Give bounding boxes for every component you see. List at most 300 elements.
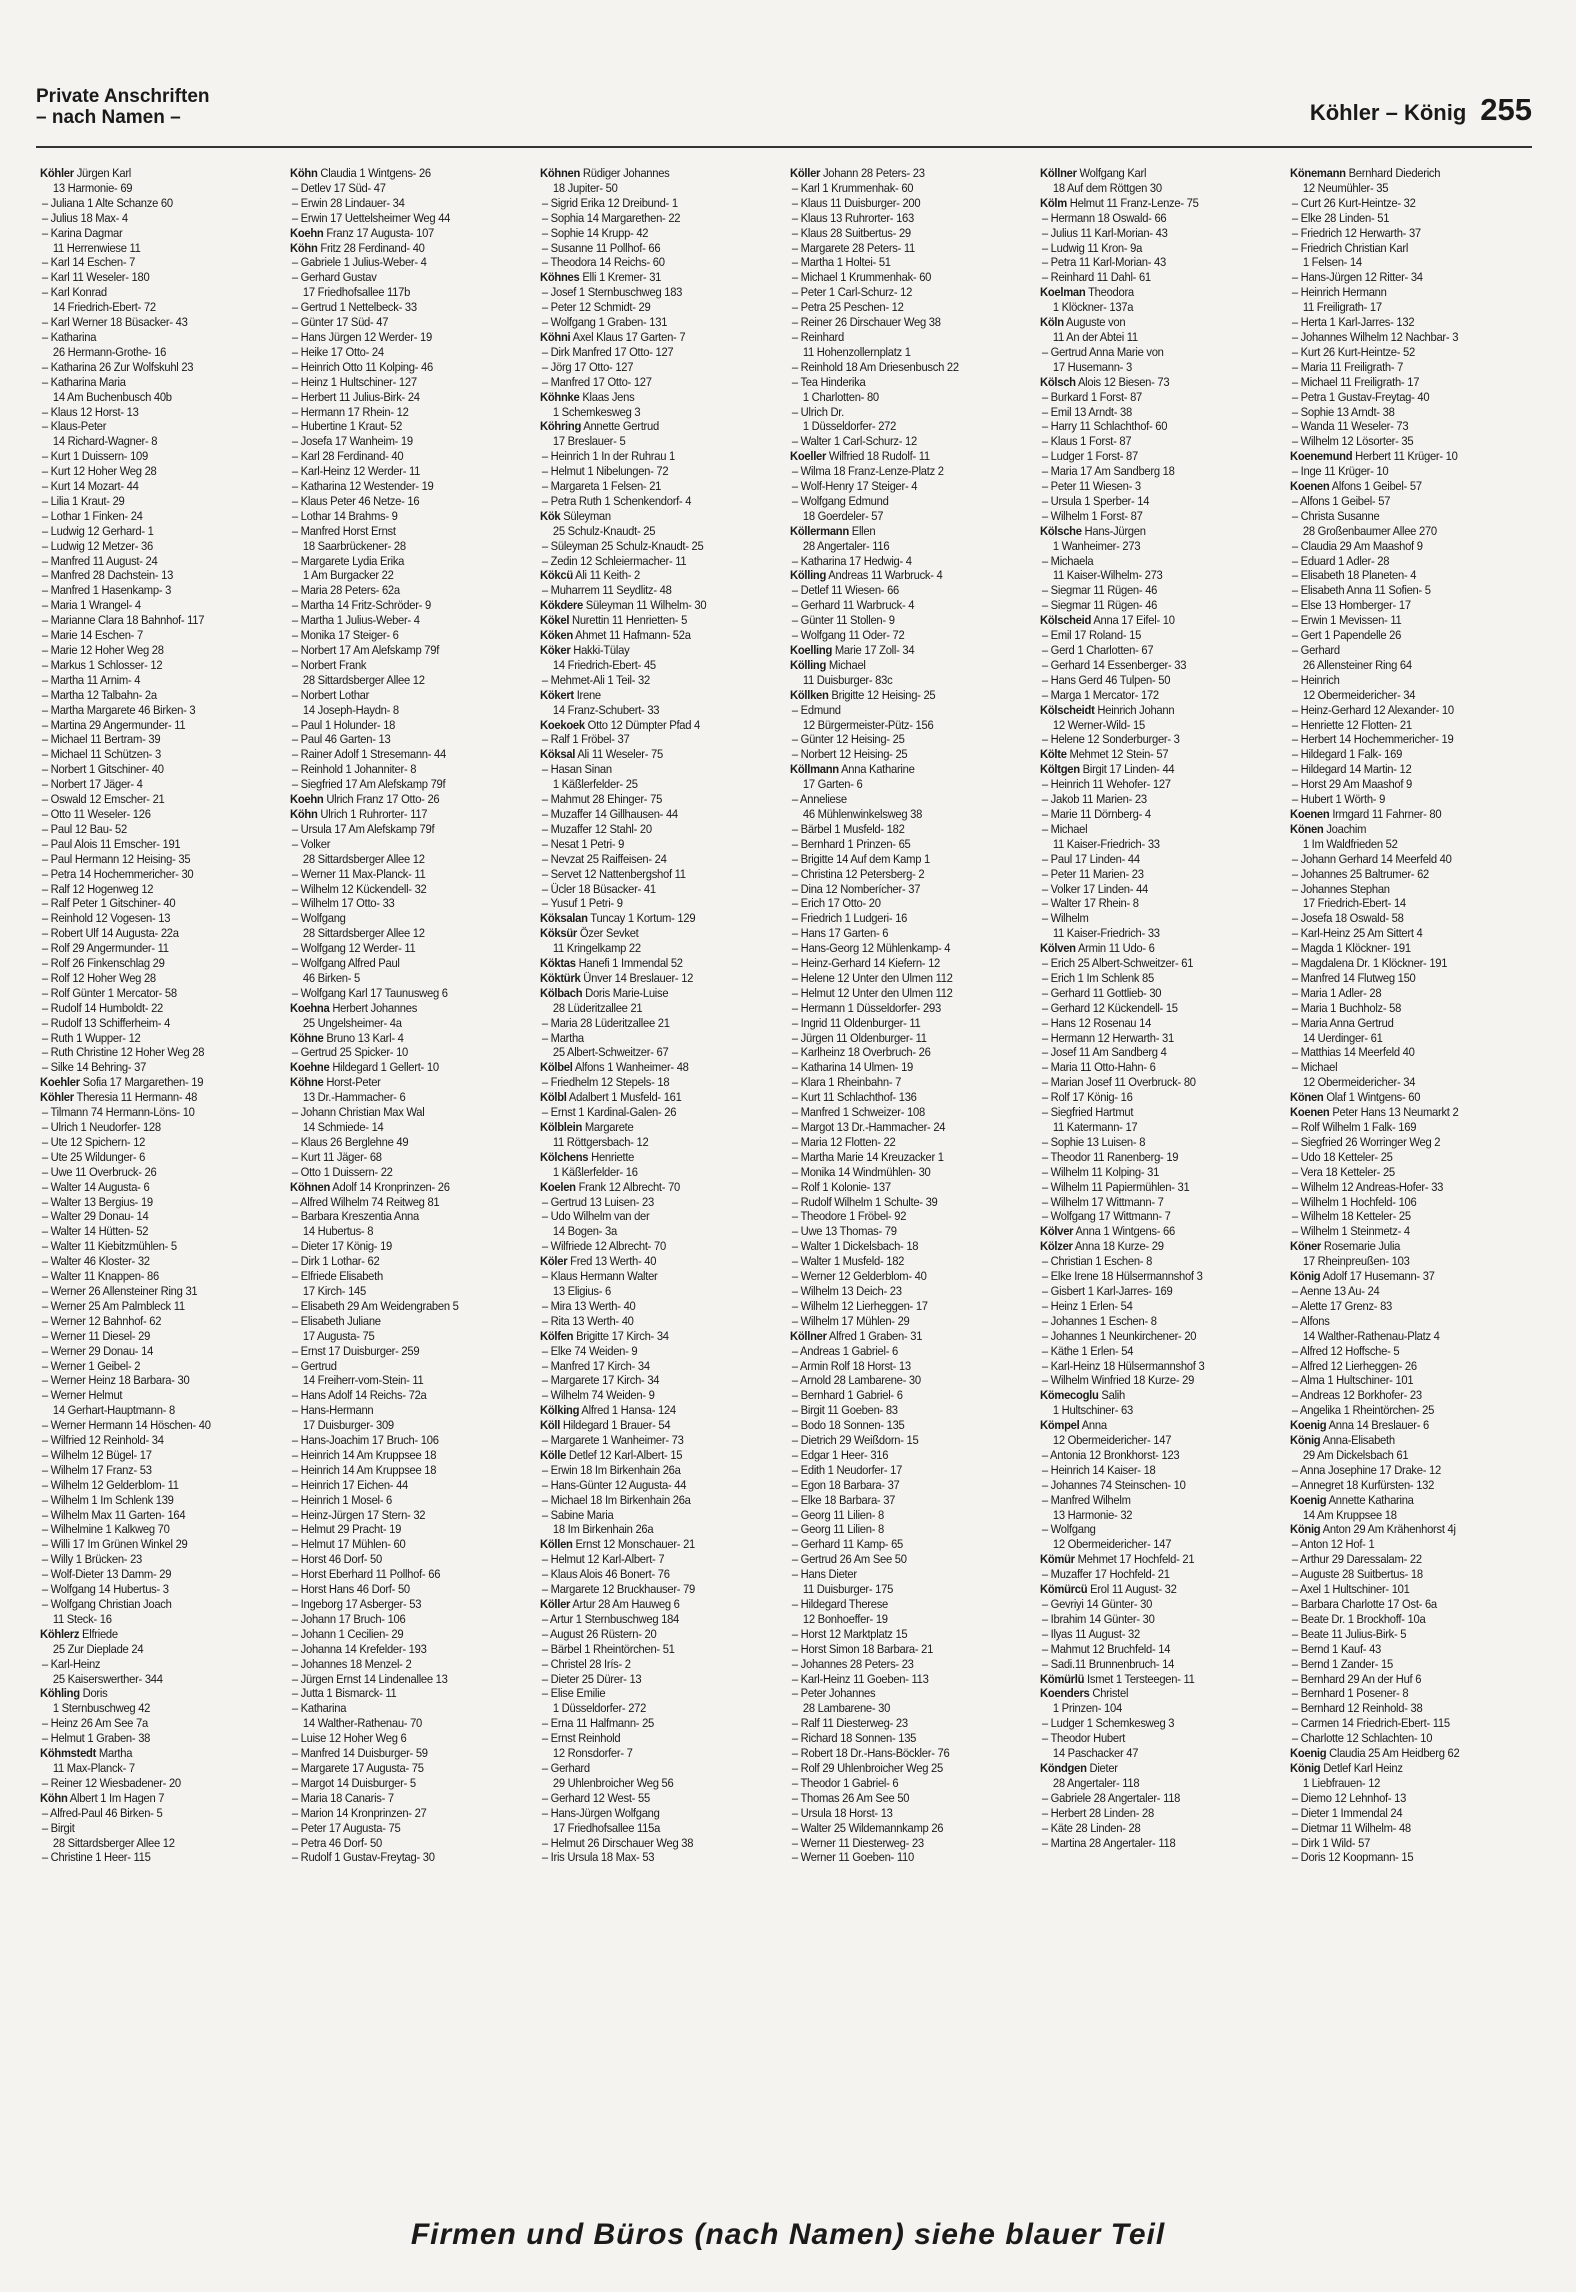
directory-entry: – Helene 12 Sonderburger- 3 xyxy=(1040,732,1270,747)
directory-entry: – Ibrahim 14 Günter- 30 xyxy=(1040,1612,1270,1627)
directory-entry: – Johann Christian Max Wal xyxy=(290,1105,520,1120)
entry-details: Bernhard Diederich xyxy=(1348,166,1441,180)
directory-entry: – Wolfgang xyxy=(1040,1522,1270,1537)
entry-details: Anna 17 Eifel- 10 xyxy=(1093,613,1175,628)
address-continuation: 12 Werner-Wild- 15 xyxy=(1052,717,1145,732)
surname-entry xyxy=(1040,1761,1270,1776)
directory-entry: – Käthe 1 Erlen- 54 xyxy=(1040,1344,1270,1359)
directory-entry: – Johann 17 Bruch- 106 xyxy=(290,1612,520,1627)
directory-entry: – Paul 17 Linden- 44 xyxy=(1040,852,1270,867)
directory-entry: – Peter 11 Marien- 23 xyxy=(1040,867,1270,882)
directory-entry: – Julius 18 Max- 4 xyxy=(40,211,270,226)
directory-entry: – Herbert 14 Hochemmericher- 19 xyxy=(1290,732,1520,747)
directory-entry: – Edgar 1 Heer- 316 xyxy=(790,1448,1020,1463)
surname: Kömecoglu xyxy=(1040,1388,1099,1403)
directory-entry: – Friedrich 1 Ludgeri- 16 xyxy=(790,911,1020,926)
directory-entry: – Wilhelm 17 Mühlen- 29 xyxy=(790,1314,1020,1329)
directory-entry: – Marga 1 Mercator- 172 xyxy=(1040,688,1270,703)
directory-entry: – Martha Margarete 46 Birken- 3 xyxy=(40,703,270,718)
directory-entry: – Ursula 18 Horst- 13 xyxy=(790,1806,1020,1821)
surname: Kölfen xyxy=(540,1328,574,1343)
directory-entry: – Emil 13 Arndt- 38 xyxy=(1040,405,1270,420)
address-continuation: 17 Duisburger- 309 xyxy=(302,1418,394,1433)
directory-entry: – Michael xyxy=(1040,822,1270,837)
directory-entry: – Gisbert 1 Karl-Jarres- 169 xyxy=(1040,1284,1270,1299)
directory-entry: – Gerd 1 Charlotten- 67 xyxy=(1040,643,1270,658)
directory-entry: – Marianne Clara 18 Bahnhof- 117 xyxy=(40,613,270,628)
directory-entry: – Norbert 17 Jäger- 4 xyxy=(40,777,270,792)
directory-entry: – Gertrud 1 Nettelbeck- 33 xyxy=(290,300,520,315)
directory-entry: – Margarete Lydia Erika xyxy=(290,554,520,569)
entry-details: Fritz 28 Ferdinand- 40 xyxy=(320,240,425,255)
directory-entry: – Rita 13 Werth- 40 xyxy=(540,1314,770,1329)
surname-entry xyxy=(790,1329,1020,1344)
directory-entry: – Wilhelm xyxy=(1040,911,1270,926)
directory-entry: – Johann Gerhard 14 Meerfeld 40 xyxy=(1290,852,1520,867)
directory-entry: – Maria 1 Adler- 28 xyxy=(1290,986,1520,1001)
directory-entry: – Wolfgang 17 Wittmann- 7 xyxy=(1040,1209,1270,1224)
address-continuation: 28 Sittardsberger Allee 12 xyxy=(52,1835,175,1850)
surname: Koenig xyxy=(1290,1492,1327,1507)
directory-entry: – Ingeborg 17 Asberger- 53 xyxy=(290,1597,520,1612)
directory-entry: – Heinrich 17 Eichen- 44 xyxy=(290,1478,520,1493)
directory-entry: – Margot 14 Duisburger- 5 xyxy=(290,1776,520,1791)
directory-entry: – Friedrich 12 Herwarth- 37 xyxy=(1290,226,1520,241)
surname-entry xyxy=(1290,1746,1520,1761)
address-continuation: 11 Hohenzollernplatz 1 xyxy=(802,344,911,359)
surname: Kökdere xyxy=(540,598,583,613)
surname: Kölbel xyxy=(540,1060,573,1075)
directory-entry: – Gabriele 28 Angertaler- 118 xyxy=(1040,1791,1270,1806)
surname: Köhn xyxy=(290,806,318,821)
directory-entry: – Johannes 25 Baltrumer- 62 xyxy=(1290,867,1520,882)
directory-entry: – Werner 29 Donau- 14 xyxy=(40,1344,270,1359)
surname: Köhne xyxy=(290,1030,324,1045)
surname: Könen xyxy=(1290,1090,1324,1105)
directory-entry: – Alfred 12 Lierheggen- 26 xyxy=(1290,1359,1520,1374)
directory-entry: – Gerhard 11 Warbruck- 4 xyxy=(790,598,1020,613)
address-continuation: 1 Schemkesweg 3 xyxy=(552,404,641,419)
surname-entry xyxy=(790,762,1020,777)
surname: Kölsch xyxy=(1040,374,1076,389)
directory-entry: – Wolfgang Alfred Paul xyxy=(290,956,520,971)
directory-entry: – Ernst 17 Duisburger- 259 xyxy=(290,1344,520,1359)
directory-entry: – Wilhelm Max 11 Garten- 164 xyxy=(40,1508,270,1523)
directory-entry: – Servet 12 Nattenbergshof 11 xyxy=(540,867,770,882)
surname: Köhring xyxy=(540,419,582,434)
surname-entry xyxy=(540,419,770,434)
entry-details: Doris Marie-Luise xyxy=(585,985,669,1000)
directory-entry: – Gerhard 11 Gottlieb- 30 xyxy=(1040,986,1270,1001)
directory-entry: – Petra Ruth 1 Schenkendorf- 4 xyxy=(540,494,770,509)
directory-entry: – Walter 1 Carl-Schurz- 12 xyxy=(790,434,1020,449)
directory-entry: – Manfred 28 Dachstein- 13 xyxy=(40,568,270,583)
directory-entry: – Wilhelm 1 Forst- 87 xyxy=(1040,509,1270,524)
entry-details: Annette Gertrud xyxy=(583,419,659,434)
directory-entry: – Elisabeth Anna 11 Sofien- 5 xyxy=(1290,583,1520,598)
surname-entry xyxy=(290,1060,520,1075)
address-continuation: 13 Dr.-Hammacher- 6 xyxy=(302,1090,406,1105)
directory-entry: – Diemo 12 Lehnhof- 13 xyxy=(1290,1791,1520,1806)
directory-entry: – Karl-Heinz 11 Goeben- 113 xyxy=(790,1672,1020,1687)
address-continuation: 28 Sittardsberger Allee 12 xyxy=(302,672,425,687)
directory-entry: – Kurt 1 Duissern- 109 xyxy=(40,449,270,464)
surname: Kölscheid xyxy=(1040,613,1092,628)
directory-entry: – Elke Irene 18 Hülsermannshof 3 xyxy=(1040,1269,1270,1284)
address-continuation: 11 Duisburger- 83c xyxy=(802,672,893,687)
address-continuation: 28 Lambarene- 30 xyxy=(802,1701,891,1716)
directory-entry: – Helmut 12 Unter den Ulmen 112 xyxy=(790,986,1020,1001)
directory-entry: – Mahmut 28 Ehinger- 75 xyxy=(540,792,770,807)
directory-entry: – Charlotte 12 Schlachten- 10 xyxy=(1290,1731,1520,1746)
entry-details: Hildegard 1 Brauer- 54 xyxy=(562,1418,671,1433)
directory-entry: – Manfred 14 Flutweg 150 xyxy=(1290,971,1520,986)
surname-entry xyxy=(790,449,1020,464)
surname: Köker xyxy=(540,643,571,657)
directory-entry: – Udo 18 Ketteler- 25 xyxy=(1290,1150,1520,1165)
directory-column xyxy=(1040,166,1270,2206)
address-continuation: 12 Ronsdorfer- 7 xyxy=(552,1746,633,1761)
surname: Köllken xyxy=(790,687,829,702)
directory-entry: – Martha 14 Fritz-Schröder- 9 xyxy=(290,598,520,613)
directory-entry: – Michael 1 Krummenhak- 60 xyxy=(790,270,1020,285)
address-continuation: 12 Obermeidericher- 147 xyxy=(1052,1537,1172,1552)
directory-entry: – Lothar 14 Brahms- 9 xyxy=(290,509,520,524)
directory-entry: – Katharina 12 Westender- 19 xyxy=(290,479,520,494)
address-continuation: 46 Mühlenwinkelsweg 38 xyxy=(802,806,923,821)
directory-entry: – Erwin 17 Uettelsheimer Weg 44 xyxy=(290,211,520,226)
entry-details: Horst-Peter xyxy=(326,1075,381,1090)
surname: Köhn xyxy=(40,1790,68,1805)
directory-entry: – Wolf-Dieter 13 Damm- 29 xyxy=(40,1567,270,1582)
directory-entry: – Christa Susanne xyxy=(1290,509,1520,524)
address-continuation: 14 Joseph-Haydn- 8 xyxy=(302,702,399,717)
address-continuation: 1 Im Waldfrieden 52 xyxy=(1302,836,1398,851)
directory-entry: – Thomas 26 Am See 50 xyxy=(790,1791,1020,1806)
entry-details: Hans-Jürgen xyxy=(1084,523,1146,538)
directory-entry: – Andreas 1 Gabriel- 6 xyxy=(790,1344,1020,1359)
directory-entry: – Marie 14 Eschen- 7 xyxy=(40,628,270,643)
directory-entry: – Magdalena Dr. 1 Klöckner- 191 xyxy=(1290,956,1520,971)
directory-entry: – Manfred Horst Ernst xyxy=(290,524,520,539)
entry-details: Armin 11 Udo- 6 xyxy=(1077,941,1155,956)
directory-entry: – Hans-Jürgen 12 Ritter- 34 xyxy=(1290,270,1520,285)
directory-entry: – Arthur 29 Daressalam- 22 xyxy=(1290,1552,1520,1567)
directory-entry: – Norbert Lothar xyxy=(290,688,520,703)
directory-entry: – Hans-Georg 12 Mühlenkamp- 4 xyxy=(790,941,1020,956)
address-continuation: 17 Friedhofsallee 117b xyxy=(302,285,411,300)
header-rule xyxy=(36,146,1532,148)
entry-details: Irmgard 11 Fahrner- 80 xyxy=(1332,806,1442,821)
surname: Kökert xyxy=(540,687,574,702)
directory-entry: – Friedhelm 12 Stepels- 18 xyxy=(540,1075,770,1090)
directory-entry: – Gertrud 26 Am See 50 xyxy=(790,1552,1020,1567)
directory-entry: – Mehmet-Ali 1 Teil- 32 xyxy=(540,673,770,688)
surname: König xyxy=(1290,1433,1321,1448)
directory-entry: – Peter Johannes xyxy=(790,1686,1020,1701)
directory-entry: – Michaela xyxy=(1040,554,1270,569)
directory-entry: – Reiner 12 Wiesbadener- 20 xyxy=(40,1776,270,1791)
directory-entry: – Lothar 1 Finken- 24 xyxy=(40,509,270,524)
directory-entry: – Alfons xyxy=(1290,1314,1520,1329)
address-continuation: 18 Goerdeler- 57 xyxy=(802,508,884,523)
directory-entry: – Josef 11 Am Sandberg 4 xyxy=(1040,1045,1270,1060)
directory-entry: – Michael 11 Freiligrath- 17 xyxy=(1290,375,1520,390)
directory-entry: – Heinz 1 Erlen- 54 xyxy=(1040,1299,1270,1314)
entry-details: Birgit 17 Linden- 44 xyxy=(1082,762,1175,777)
entry-details: Henriette xyxy=(591,1149,635,1164)
directory-entry: – Ralf 11 Diesterweg- 23 xyxy=(790,1716,1020,1731)
directory-entry: – Katharina Maria xyxy=(40,375,270,390)
directory-entry: – Sophie 14 Krupp- 42 xyxy=(540,226,770,241)
directory-entry: – Gerhard xyxy=(1290,643,1520,658)
directory-entry: – Siegmar 11 Rügen- 46 xyxy=(1040,583,1270,598)
directory-entry: – Elisabeth 18 Planeten- 4 xyxy=(1290,568,1520,583)
surname: König xyxy=(1290,1760,1321,1775)
directory-entry: – Maria 18 Canaris- 7 xyxy=(290,1791,520,1806)
entry-details: Wolfgang Karl xyxy=(1079,166,1147,180)
directory-entry: – Oswald 12 Emscher- 21 xyxy=(40,792,270,807)
entry-details: Heinrich Johann xyxy=(1097,702,1175,717)
entry-details: Axel Klaus 17 Garten- 7 xyxy=(572,329,686,344)
directory-entry: – Hans-Günter 12 Augusta- 44 xyxy=(540,1478,770,1493)
surname-entry xyxy=(1040,703,1270,718)
entry-details: Elfriede xyxy=(82,1626,118,1641)
address-continuation: 29 Uhlenbroicher Weg 56 xyxy=(552,1775,674,1790)
surname-entry xyxy=(540,509,770,524)
surname-entry xyxy=(1040,1418,1270,1433)
directory-entry: – Horst Hans 46 Dorf- 50 xyxy=(290,1582,520,1597)
surname: Koenig xyxy=(1290,1418,1327,1433)
directory-entry: – Wilhelmine 1 Kalkweg 70 xyxy=(40,1522,270,1537)
directory-entry: – Herbert 11 Julius-Birk- 24 xyxy=(290,390,520,405)
directory-entry: – Ücler 18 Büsacker- 41 xyxy=(540,882,770,897)
directory-entry: – Uwe 13 Thomas- 79 xyxy=(790,1224,1020,1239)
address-continuation: 14 Freiherr-vom-Stein- 11 xyxy=(302,1373,424,1388)
directory-entry: – Gerhard 11 Kamp- 65 xyxy=(790,1537,1020,1552)
directory-entry: – Monika 17 Steiger- 6 xyxy=(290,628,520,643)
entry-details: Albert 1 Im Hagen 7 xyxy=(69,1790,165,1805)
entry-details: Elli 1 Kremer- 31 xyxy=(582,270,662,285)
surname: Köhn xyxy=(290,240,318,255)
surname: Köllermann xyxy=(790,523,849,538)
directory-entry: – Christian 1 Eschen- 8 xyxy=(1040,1254,1270,1269)
directory-entry: – Karl Werner 18 Büsacker- 43 xyxy=(40,315,270,330)
surname-entry xyxy=(290,1001,520,1016)
entry-details: Rosemarie Julia xyxy=(1323,1239,1401,1254)
directory-entry: – Günter 11 Stollen- 9 xyxy=(790,613,1020,628)
directory-entry: – Wilfried 12 Reinhold- 34 xyxy=(40,1433,270,1448)
directory-entry: – Michael xyxy=(1290,1060,1520,1075)
address-continuation: 1 Felsen- 14 xyxy=(1302,255,1362,270)
surname-entry xyxy=(540,971,770,986)
directory-entry: – Bernhard 12 Reinhold- 38 xyxy=(1290,1701,1520,1716)
address-continuation: 11 An der Abtei 11 xyxy=(1052,329,1138,344)
directory-entry: – Heinrich Hermann xyxy=(1290,285,1520,300)
surname-entry xyxy=(540,1254,770,1269)
directory-columns xyxy=(40,166,1536,2206)
directory-entry: – Kurt 14 Mozart- 44 xyxy=(40,479,270,494)
directory-entry: – Annegret 18 Kurfürsten- 132 xyxy=(1290,1478,1520,1493)
directory-entry: – Friedrich Christian Karl xyxy=(1290,241,1520,256)
directory-entry: – Karl 14 Eschen- 7 xyxy=(40,255,270,270)
address-continuation: 14 Am Kruppsee 18 xyxy=(1302,1507,1397,1522)
address-continuation: 1 Liebfrauen- 12 xyxy=(1302,1775,1381,1790)
directory-entry: – Margarete 17 Kirch- 34 xyxy=(540,1373,770,1388)
surname: Köhnen xyxy=(540,166,581,180)
directory-entry: – Paul 46 Garten- 13 xyxy=(290,732,520,747)
entry-details: Christel xyxy=(1092,1686,1129,1701)
entry-details: Herbert 11 Krüger- 10 xyxy=(1355,449,1458,464)
directory-entry: – Rolf Wilhelm 1 Falk- 169 xyxy=(1290,1120,1520,1135)
surname: Köner xyxy=(1290,1239,1322,1254)
surname-entry xyxy=(290,1075,520,1090)
surname: Kölling xyxy=(790,568,827,583)
entry-details: Mehmet 12 Stein- 57 xyxy=(1069,747,1169,762)
directory-entry: – Helmut 26 Dirschauer Weg 38 xyxy=(540,1836,770,1851)
directory-entry: – Muzaffer 17 Hochfeld- 21 xyxy=(1040,1567,1270,1582)
surname: Köhnke xyxy=(540,389,580,404)
surname-entry xyxy=(790,524,1020,539)
directory-entry: – Tilmann 74 Hermann-Löns- 10 xyxy=(40,1105,270,1120)
directory-entry: – August 26 Rüstern- 20 xyxy=(540,1627,770,1642)
directory-entry: – Michael 11 Bertram- 39 xyxy=(40,732,270,747)
directory-entry: – Katharina 14 Ulmen- 19 xyxy=(790,1060,1020,1075)
surname: Koenig xyxy=(1290,1746,1327,1761)
address-continuation: 11 Max-Planck- 7 xyxy=(52,1760,135,1775)
directory-entry: – Yusuf 1 Petri- 9 xyxy=(540,896,770,911)
surname-entry xyxy=(540,330,770,345)
entry-details: Bruno 13 Karl- 4 xyxy=(326,1030,404,1045)
directory-entry: – Walter 46 Kloster- 32 xyxy=(40,1254,270,1269)
directory-entry: – Bernd 1 Zander- 15 xyxy=(1290,1657,1520,1672)
directory-entry: – Theodor 11 Ranenberg- 19 xyxy=(1040,1150,1270,1165)
directory-entry: – Wolfgang 12 Werder- 11 xyxy=(290,941,520,956)
entry-details: Theodora xyxy=(1088,285,1134,300)
address-continuation: 29 Am Dickelsbach 61 xyxy=(1302,1447,1409,1462)
directory-entry: – Hans Dieter xyxy=(790,1567,1020,1582)
directory-entry: – Matthias 14 Meerfeld 40 xyxy=(1290,1045,1520,1060)
directory-entry: – Johannes Wilhelm 12 Nachbar- 3 xyxy=(1290,330,1520,345)
address-continuation: 25 Schulz-Knaudt- 25 xyxy=(552,523,656,538)
directory-entry: – Gabriele 1 Julius-Weber- 4 xyxy=(290,255,520,270)
entry-details: Marie 17 Zoll- 34 xyxy=(834,643,915,657)
directory-entry: – Ute 12 Spichern- 12 xyxy=(40,1135,270,1150)
surname: Köhmstedt xyxy=(40,1746,97,1761)
directory-entry: – Hans Gerd 46 Tulpen- 50 xyxy=(1040,673,1270,688)
directory-entry: – Wilhelm 12 Bügel- 17 xyxy=(40,1448,270,1463)
surname-entry xyxy=(290,241,520,256)
directory-entry: – Anneliese xyxy=(790,792,1020,807)
directory-entry: – Theodor 1 Gabriel- 6 xyxy=(790,1776,1020,1791)
directory-entry: – Heinrich Otto 11 Kolping- 46 xyxy=(290,360,520,375)
surname-entry xyxy=(1290,1269,1520,1284)
address-continuation: 17 Husemann- 3 xyxy=(1052,359,1132,374)
directory-entry: – Werner 11 Diesterweg- 23 xyxy=(790,1836,1020,1851)
directory-column xyxy=(40,166,270,2206)
directory-entry: – Martha 12 Talbahn- 2a xyxy=(40,688,270,703)
surname-entry xyxy=(1290,449,1520,464)
directory-entry: – Beate 11 Julius-Birk- 5 xyxy=(1290,1627,1520,1642)
surname-entry xyxy=(790,643,1020,658)
directory-entry: – Maria Anna Gertrud xyxy=(1290,1016,1520,1031)
directory-entry: – Hans-Jürgen Wolfgang xyxy=(540,1806,770,1821)
directory-entry: – Muzaffer 14 Gillhausen- 44 xyxy=(540,807,770,822)
surname-entry xyxy=(790,166,1020,181)
directory-entry: – Süleyman 25 Schulz-Knaudt- 25 xyxy=(540,539,770,554)
directory-entry: – Angelika 1 Rheintörchen- 25 xyxy=(1290,1403,1520,1418)
surname: Köksür xyxy=(540,926,577,941)
directory-entry: – Rudolf 14 Humboldt- 22 xyxy=(40,1001,270,1016)
surname: Kömürlü xyxy=(1040,1671,1085,1686)
directory-entry: – Rudolf 1 Gustav-Freytag- 30 xyxy=(290,1850,520,1865)
surname-entry xyxy=(540,1060,770,1075)
surname-entry xyxy=(1290,1761,1520,1776)
surname-entry xyxy=(540,613,770,628)
directory-entry: – Walter 17 Rhein- 8 xyxy=(1040,896,1270,911)
directory-entry: – Martha 11 Arnim- 4 xyxy=(40,673,270,688)
directory-entry: – Maria 28 Lüderitzallee 21 xyxy=(540,1016,770,1031)
directory-entry: – Ludwig 12 Metzer- 36 xyxy=(40,539,270,554)
surname-entry xyxy=(540,390,770,405)
address-continuation: 46 Birken- 5 xyxy=(302,970,361,985)
directory-entry: – Karl-Heinz 12 Werder- 11 xyxy=(290,464,520,479)
surname-entry xyxy=(1040,1582,1270,1597)
directory-entry: – Ralf Peter 1 Gitschiner- 40 xyxy=(40,896,270,911)
surname: Koehler xyxy=(40,1075,80,1090)
address-continuation: 17 Friedrich-Ebert- 14 xyxy=(1302,896,1406,911)
directory-entry: – Bernhard 29 An der Huf 6 xyxy=(1290,1672,1520,1687)
directory-entry: – Wilhelm Winfried 18 Kurze- 29 xyxy=(1040,1373,1270,1388)
address-continuation: 11 Steck- 16 xyxy=(52,1611,112,1626)
directory-entry: – Manfred 17 Kirch- 34 xyxy=(540,1359,770,1374)
surname-entry xyxy=(540,568,770,583)
surname-entry xyxy=(40,1686,270,1701)
directory-entry: – Walter 29 Donau- 14 xyxy=(40,1209,270,1224)
surname: Koehn xyxy=(290,792,324,807)
surname: Köhne xyxy=(290,1075,324,1090)
directory-entry: – Heinz 26 Am See 7a xyxy=(40,1716,270,1731)
directory-entry: – Armin Rolf 18 Horst- 13 xyxy=(790,1359,1020,1374)
directory-entry: – Heinrich 14 Kaiser- 18 xyxy=(1040,1463,1270,1478)
directory-entry: – Hans 12 Rosenau 14 xyxy=(1040,1016,1270,1031)
directory-entry: – Walter 13 Bergius- 19 xyxy=(40,1195,270,1210)
directory-entry: – Johann 1 Cecilien- 29 xyxy=(290,1627,520,1642)
address-continuation: 18 Im Birkenhain 26a xyxy=(552,1522,654,1537)
directory-entry: – Burkard 1 Forst- 87 xyxy=(1040,390,1270,405)
entry-details: Claudia 1 Wintgens- 26 xyxy=(320,166,431,180)
directory-entry: – Inge 11 Krüger- 10 xyxy=(1290,464,1520,479)
directory-entry: – Hildegard 1 Falk- 169 xyxy=(1290,747,1520,762)
surname-entry xyxy=(1290,1239,1520,1254)
surname: Köhn xyxy=(290,166,318,180)
address-continuation: 17 Rheinpreußen- 103 xyxy=(1302,1254,1410,1269)
directory-entry: – Eduard 1 Adler- 28 xyxy=(1290,554,1520,569)
surname: Koenen xyxy=(1290,479,1330,494)
directory-entry: – Sadi.11 Brunnenbruch- 14 xyxy=(1040,1657,1270,1672)
address-continuation: 25 Ungelsheimer- 4a xyxy=(302,1015,402,1030)
directory-entry: – Theodora 14 Reichs- 60 xyxy=(540,255,770,270)
directory-entry: – Josef 1 Sternbuschweg 183 xyxy=(540,285,770,300)
directory-entry: – Georg 11 Lilien- 8 xyxy=(790,1508,1020,1523)
entry-details: Olaf 1 Wintgens- 60 xyxy=(1326,1090,1421,1105)
directory-entry: – Jakob 11 Marien- 23 xyxy=(1040,792,1270,807)
surname: Kölbach xyxy=(540,985,583,1000)
directory-entry: – Reinhold 18 Am Driesenbusch 22 xyxy=(790,360,1020,375)
surname-entry xyxy=(1290,1522,1520,1537)
address-continuation: 12 Obermeidericher- 147 xyxy=(1052,1433,1172,1448)
directory-entry: – Rolf 29 Uhlenbroicher Weg 25 xyxy=(790,1761,1020,1776)
